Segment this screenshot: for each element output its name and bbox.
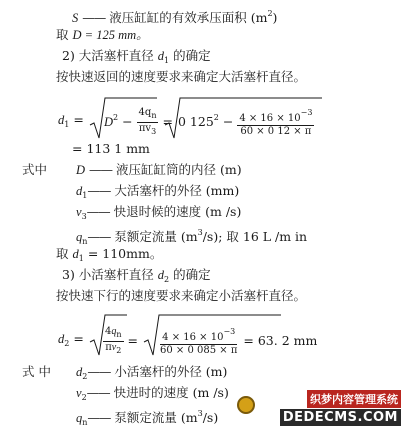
- watermark-logo-icon: [237, 396, 255, 414]
- take-d-line: 取 D = 125 mm。: [56, 27, 149, 42]
- section-3-intro: 按快速下行的速度要求来确定小活塞杆直径。: [56, 288, 307, 303]
- section-2-intro: 按快速返回的速度要求来确定大活塞杆直径。: [56, 69, 307, 84]
- watermark-line-1: 织梦内容管理系统: [307, 390, 401, 408]
- watermark-line-2: DEDECMS.COM: [280, 409, 401, 426]
- where2-label: 式 中: [22, 364, 51, 379]
- where-item-v3: $v_3——$ 快退时候的速度 (m /s): [76, 204, 242, 221]
- where2-item-v2: $v_2——$ 快进时的速度 (m /s): [76, 385, 229, 402]
- where2-item-d2: $d_2——$ 小活塞杆的外径 (m): [76, 364, 228, 381]
- section-2-heading: 2) 大活塞杆直径 $d_1$ 的确定: [62, 48, 211, 65]
- where-item-qn: $q_n——$ 泵额定流量 $(m^3/s)$; 取 16 L /m in: [76, 228, 308, 246]
- where-item-D: D —— 液压缸缸筒的内径 (m): [76, 162, 242, 177]
- section-3-heading: 3) 小活塞杆直径 $d_2$ 的确定: [62, 267, 211, 284]
- equation-d1-result: = 113 1 mm: [72, 141, 150, 156]
- take-d1-line: 取 $d_1 = 110mm$。: [56, 246, 163, 263]
- where-label: 式中: [22, 162, 48, 177]
- s-definition: S —— 液压缸缸的有效承压面积 $(m^2)$: [72, 9, 278, 25]
- where2-item-qn: $q_n——$ 泵额定流量 $(m^3/s)$: [76, 409, 219, 427]
- where-item-d1: $d_1——$ 大活塞杆的外径 (mm): [76, 183, 240, 200]
